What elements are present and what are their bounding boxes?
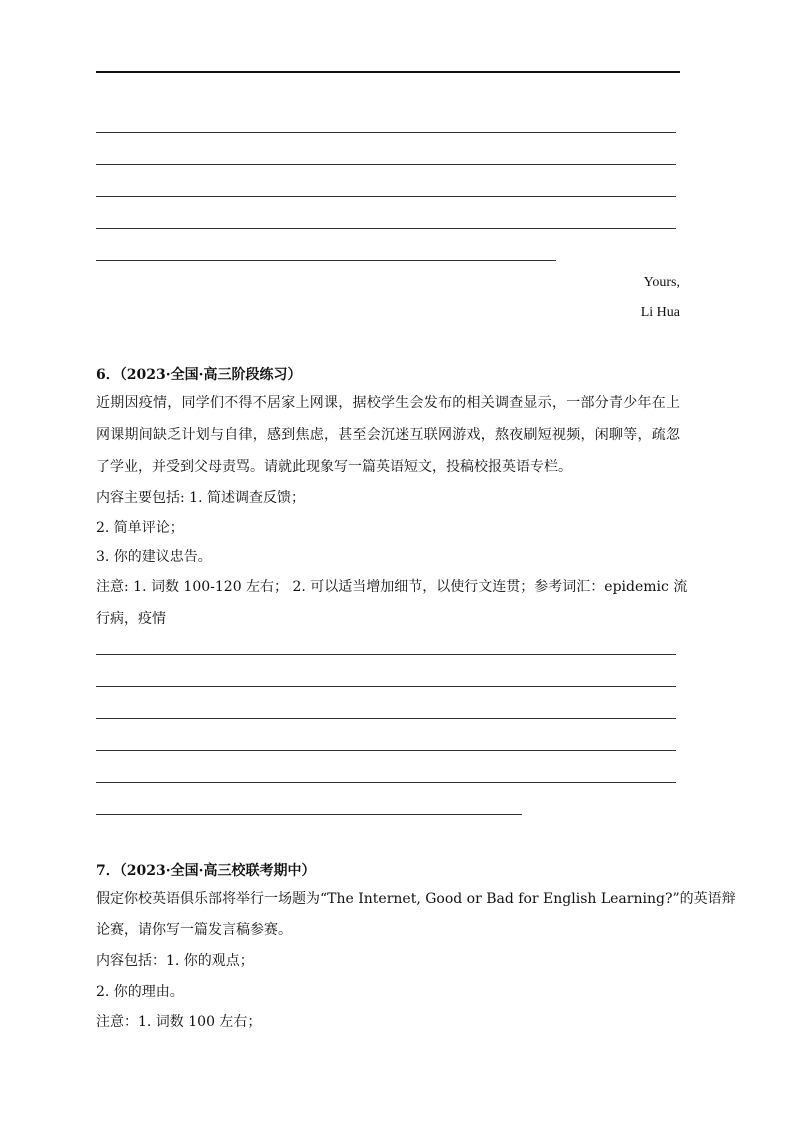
answer-line xyxy=(96,228,676,229)
answer-line xyxy=(96,132,676,133)
question-7-prompt-line: 假定你校英语俱乐部将举行一场题为“The Internet, Good or Bad for English Learning?”的英语辩 xyxy=(96,891,736,907)
question-6-notes-line: 注意: 1. 词数 100-120 左右； 2. 可以适当增加细节，以使行文连贯；参考词汇：epidemic 流 xyxy=(96,579,688,595)
question-number: 7． xyxy=(96,863,120,879)
question-6-title xyxy=(96,364,301,384)
header-rule xyxy=(96,71,680,73)
answer-line xyxy=(96,164,676,165)
letter-closing: Yours, xyxy=(643,275,680,290)
answer-line xyxy=(96,654,676,655)
question-source: （2023·全国·高三阶段练习） xyxy=(119,367,302,383)
question-source: （2023·全国·高三校联考期中） xyxy=(119,863,316,879)
answer-line xyxy=(96,782,676,783)
question-6-point: 3. 你的建议忠告。 xyxy=(96,549,212,565)
question-6-notes-line: 行病，疫情 xyxy=(96,611,166,627)
question-7-notes-line: 注意：1. 词数 100 左右； xyxy=(96,1014,262,1030)
answer-line xyxy=(96,686,676,687)
answer-line xyxy=(96,718,676,719)
question-6-prompt-line: 网课期间缺乏计划与自律，感到焦虑，甚至会沉迷互联网游戏，熬夜刷短视频，闲聊等，疏忽 xyxy=(96,427,680,443)
answer-line xyxy=(96,750,676,751)
question-7-content-intro: 内容包括：1. 你的观点； xyxy=(96,953,254,969)
answer-line xyxy=(96,260,556,261)
question-6-prompt-line: 了学业，并受到父母责骂。请就此现象写一篇英语短文，投稿校报英语专栏。 xyxy=(96,459,572,475)
question-6-prompt-line: 近期因疫情，同学们不得不居家上网课，据校学生会发布的相关调查显示，一部分青少年在上 xyxy=(96,395,680,411)
answer-line xyxy=(96,196,676,197)
question-7-point: 2. 你的理由。 xyxy=(96,984,184,1000)
answer-line xyxy=(96,814,522,815)
question-7-prompt-line: 论赛，请你写一篇发言稿参赛。 xyxy=(96,922,292,938)
question-6-content-intro: 内容主要包括: 1. 简述调查反馈； xyxy=(96,490,305,506)
question-6-point: 2. 简单评论； xyxy=(96,520,184,536)
question-7-title xyxy=(96,860,315,880)
letter-signature-name: Li Hua xyxy=(640,305,680,320)
question-number: 6． xyxy=(96,367,120,383)
